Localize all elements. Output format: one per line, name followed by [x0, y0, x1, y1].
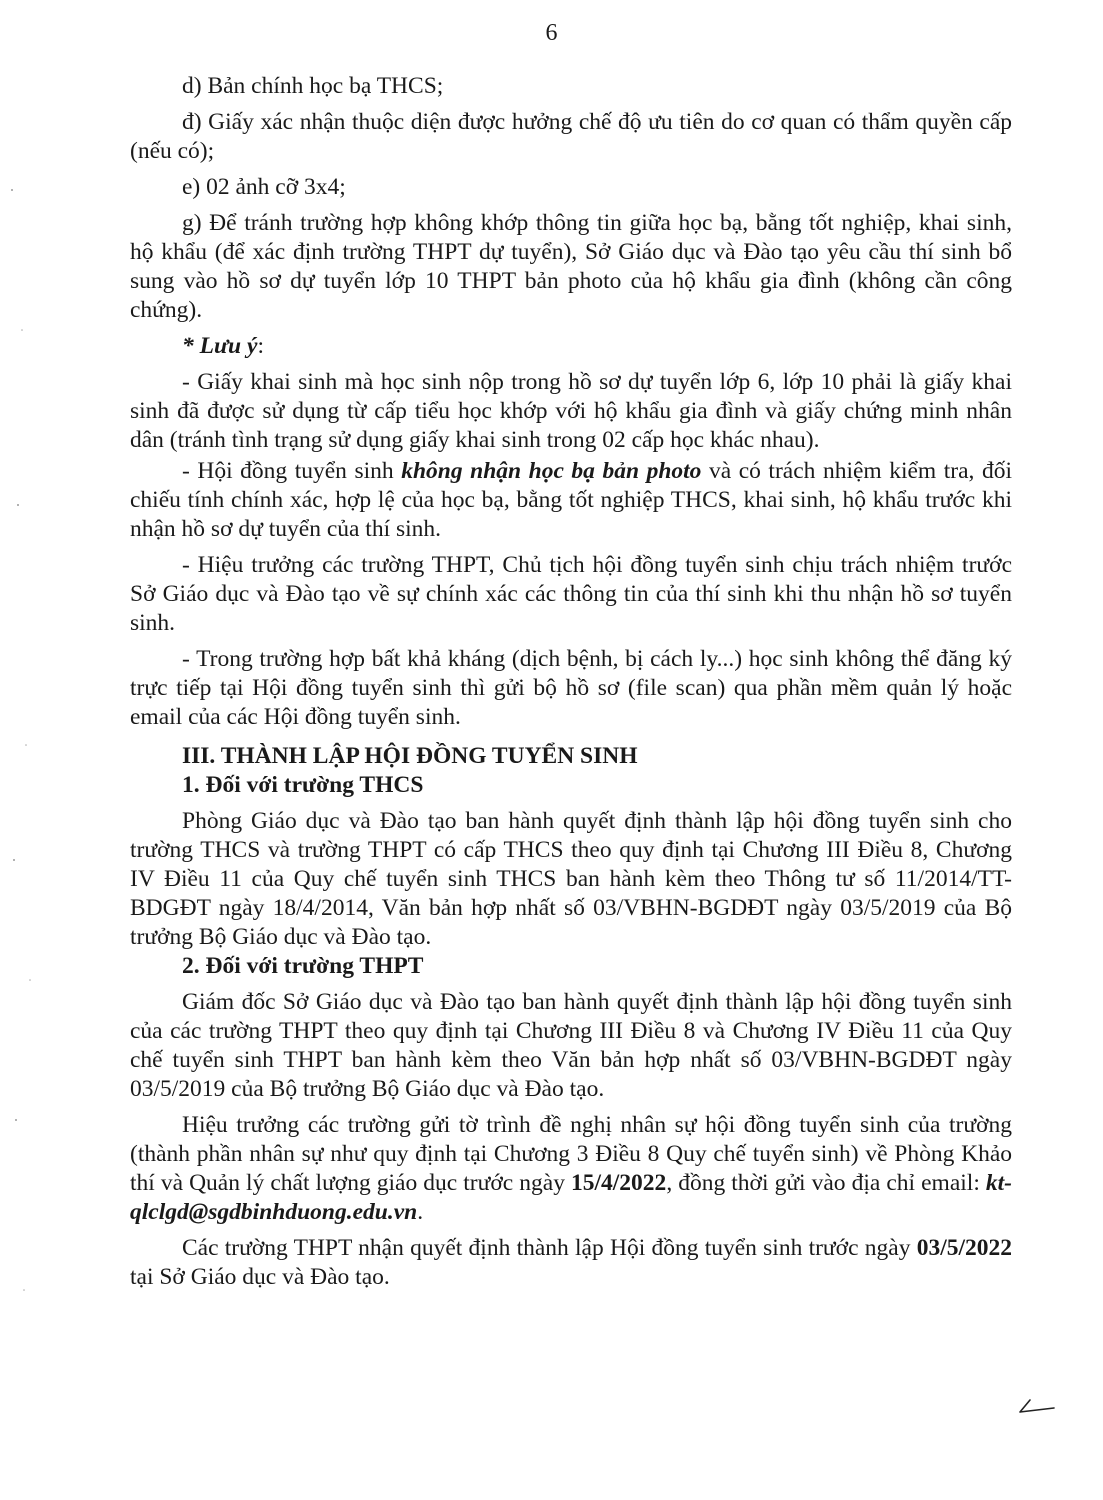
note-2: [130, 457, 1012, 544]
section-3-2-heading: 2. Đối với trường THPT: [182, 953, 424, 979]
note-2-text-start: - Hội đồng tuyển sinh: [182, 458, 402, 484]
note-heading: [130, 332, 1012, 361]
decision-date: 03/5/2022: [916, 1235, 1012, 1261]
scan-speckle-icon: [0, 0, 40, 1500]
text-2-start: Hiệu trưởng các trường gửi tờ trình đề nghị nhân sự hội đồng tuyển sinh của trường (thành phần nhân sự như quy định tại Chương 3 Điều 8 Quy chế tuyển sinh) về Phòng Khảo thí và Quản lý chất lượng giáo dục trước ngày: [130, 1112, 1012, 1196]
section-3-1-text: Phòng Giáo dục và Đào tạo ban hành quyết định thành lập hội đồng tuyển sinh cho trường THCS và trường THPT có cấp THCS theo quy định tại Chương III Điều 8, Chương IV Điều 11 của Quy chế tuyển sinh THCS ban hành kèm theo Thông tư số 11/2014/TT-BDGĐT ngày 18/4/2014, Văn bản hợp nhất số 03/VBHN-BGDĐT ngày 03/5/2019 của Bộ trưởng Bộ Giáo dục và Đào tạo.: [130, 808, 1012, 950]
note-2-text-end: và có trách nhiệm kiểm tra, đối chiếu tính chính xác, hợp lệ của học bạ, bằng tốt nghiệp THCS, khai sinh, hộ khẩu trước khi nhận hồ sơ dự tuyển của thí sinh.: [130, 458, 1012, 542]
text-2-middle: , đồng thời gửi vào địa chỉ email:: [666, 1170, 986, 1196]
item-g: g) Để tránh trường hợp không khớp thông tin giữa học bạ, bằng tốt nghiệp, khai sinh, hộ khẩu (để xác định trường THPT dự tuyển), Sở Giáo dục và Đào tạo yêu cầu thí sinh bổ sung vào hồ sơ dự tuyển lớp 10 THPT bản photo của hộ khẩu gia đình (không cần công chứng).: [130, 210, 1012, 323]
note-4: - Trong trường hợp bất khả kháng (dịch bệnh, bị cách ly...) học sinh không thể đăng ký trực tiếp tại Hội đồng tuyển sinh thì gửi bộ hồ sơ (file scan) qua phần mềm quản lý hoặc email của các Hội đồng tuyển sinh.: [130, 646, 1012, 730]
text-3-start: Các trường THPT nhận quyết định thành lập Hội đồng tuyển sinh trước ngày: [182, 1235, 917, 1261]
note-1: - Giấy khai sinh mà học sinh nộp trong hồ sơ dự tuyển lớp 6, lớp 10 phải là giấy khai sinh đã được sử dụng từ cấp tiểu học khớp với hộ khẩu gia đình và giấy chứng minh nhân dân (tránh tình trạng sử dụng giấy khai sinh trong 02 cấp học khác nhau).: [130, 369, 1012, 453]
deadline-date: 15/4/2022: [571, 1170, 667, 1196]
document-body: [130, 72, 1012, 1292]
initial-mark-icon: [1010, 1394, 1060, 1418]
page-number: 6: [545, 20, 558, 46]
section-3-2-text-1: Giám đốc Sở Giáo dục và Đào tạo ban hành quyết định thành lập hội đồng tuyển sinh của các trường THPT theo quy định tại Chương III Điều 8 và Chương IV Điều 11 của Quy chế tuyển sinh THPT ban hành kèm theo Văn bản hợp nhất số 03/VBHN-BGDĐT ngày 03/5/2019 của Bộ trưởng Bộ Giáo dục và Đào tạo.: [130, 989, 1012, 1102]
text-2-end: .: [417, 1199, 424, 1225]
email-address: kt-qlclgd@sgdbinhduong.edu.vn: [130, 1170, 1012, 1225]
item-e: e) 02 ảnh cỡ 3x4;: [182, 174, 346, 200]
section-3-2-text-3: [130, 1234, 1012, 1292]
section-3-1-heading: 1. Đối với trường THCS: [182, 772, 424, 798]
item-d: d) Bản chính học bạ THCS;: [182, 73, 444, 99]
note-label: * Lưu ý: [182, 333, 258, 359]
note-3: - Hiệu trưởng các trường THPT, Chủ tịch hội đồng tuyển sinh chịu trách nhiệm trước Sở Giáo dục và Đào tạo về sự chính xác các thông tin của thí sinh khi thu nhận hồ sơ tuyển sinh.: [130, 552, 1012, 636]
item-dd: đ) Giấy xác nhận thuộc diện được hưởng chế độ ưu tiên do cơ quan có thẩm quyền cấp (nếu có);: [130, 109, 1012, 164]
section-3-2-text-2: [130, 1111, 1012, 1227]
note-2-emphasis: không nhận học bạ bản photo: [401, 458, 702, 484]
section-3-heading: III. THÀNH LẬP HỘI ĐỒNG TUYỂN SINH: [182, 743, 638, 769]
note-colon: :: [257, 333, 264, 359]
text-3-end: tại Sở Giáo dục và Đào tạo.: [130, 1264, 390, 1290]
